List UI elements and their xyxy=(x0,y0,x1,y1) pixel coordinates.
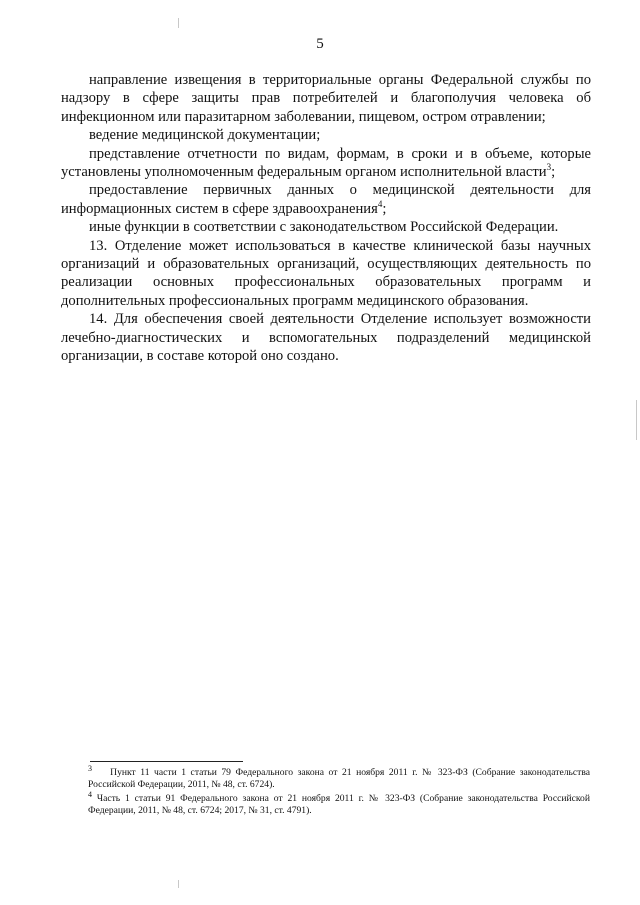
paragraph-clinical-base: 13. Отделение может использоваться в качестве клинической базы научных организаций и образовательных организаций, осуществляющих деятельность по реализации основных профессиональных образовательных программ и дополнительных профессиональных программ медицинского образования. xyxy=(61,237,591,309)
scan-artifact xyxy=(178,18,179,28)
scan-artifact xyxy=(178,880,179,888)
footnote-mark: 4 xyxy=(88,789,92,799)
paragraph-primary-data: предоставление первичных данных о медицинской деятельности для информационных систем в сфере здравоохранения$^4$; xyxy=(61,182,591,217)
paragraph-other-functions: иные функции в соответствии с законодательством Российской Федерации. xyxy=(89,219,559,236)
footnote-mark: 3 xyxy=(88,764,92,773)
scan-artifact xyxy=(636,400,637,440)
footnotes xyxy=(88,764,590,818)
footnote-ref-4[interactable]: 4 xyxy=(377,198,383,209)
footnote-ref-3[interactable]: 3 xyxy=(546,162,552,173)
body-text xyxy=(61,71,591,366)
page-number: 5 xyxy=(316,36,324,52)
paragraph-medical-records: ведение медицинской документации; xyxy=(89,127,321,144)
paragraph-notification: направление извещения в территориальные органы Федеральной службы по надзору в сфере защиты прав потребителей и благополучия человека об инфекционном или паразитарном заболевании, пищевом, остром отравлении; xyxy=(61,72,591,125)
paragraph-reporting: представление отчетности по видам, формам, в сроки и в объеме, которые установлены уполномоченным федеральным органом исполнительной власти$^3$; xyxy=(61,145,591,181)
footnote-divider xyxy=(90,761,243,762)
footnote-3: $^3$ Пункт 11 части 1 статьи 79 Федерального закона от 21 ноября 2011 г. № 323-ФЗ (Собрание законодательства Российской Федерации, 2011, № 48, ст. 6724). xyxy=(88,764,590,791)
paragraph-support-units: 14. Для обеспечения своей деятельности Отделение использует возможности лечебно-диагностических и вспомогательных подразделений медицинской организации, в составе которой оно создано. xyxy=(61,311,591,365)
footnote-4: $^4$ Часть 1 статьи 91 Федерального закона от 21 ноября 2011 г. № 323-ФЗ (Собрание законодательства Российской Федерации, 2011, № 48, ст. 6724; 2017, № 31, ст. 4791). xyxy=(88,789,590,817)
